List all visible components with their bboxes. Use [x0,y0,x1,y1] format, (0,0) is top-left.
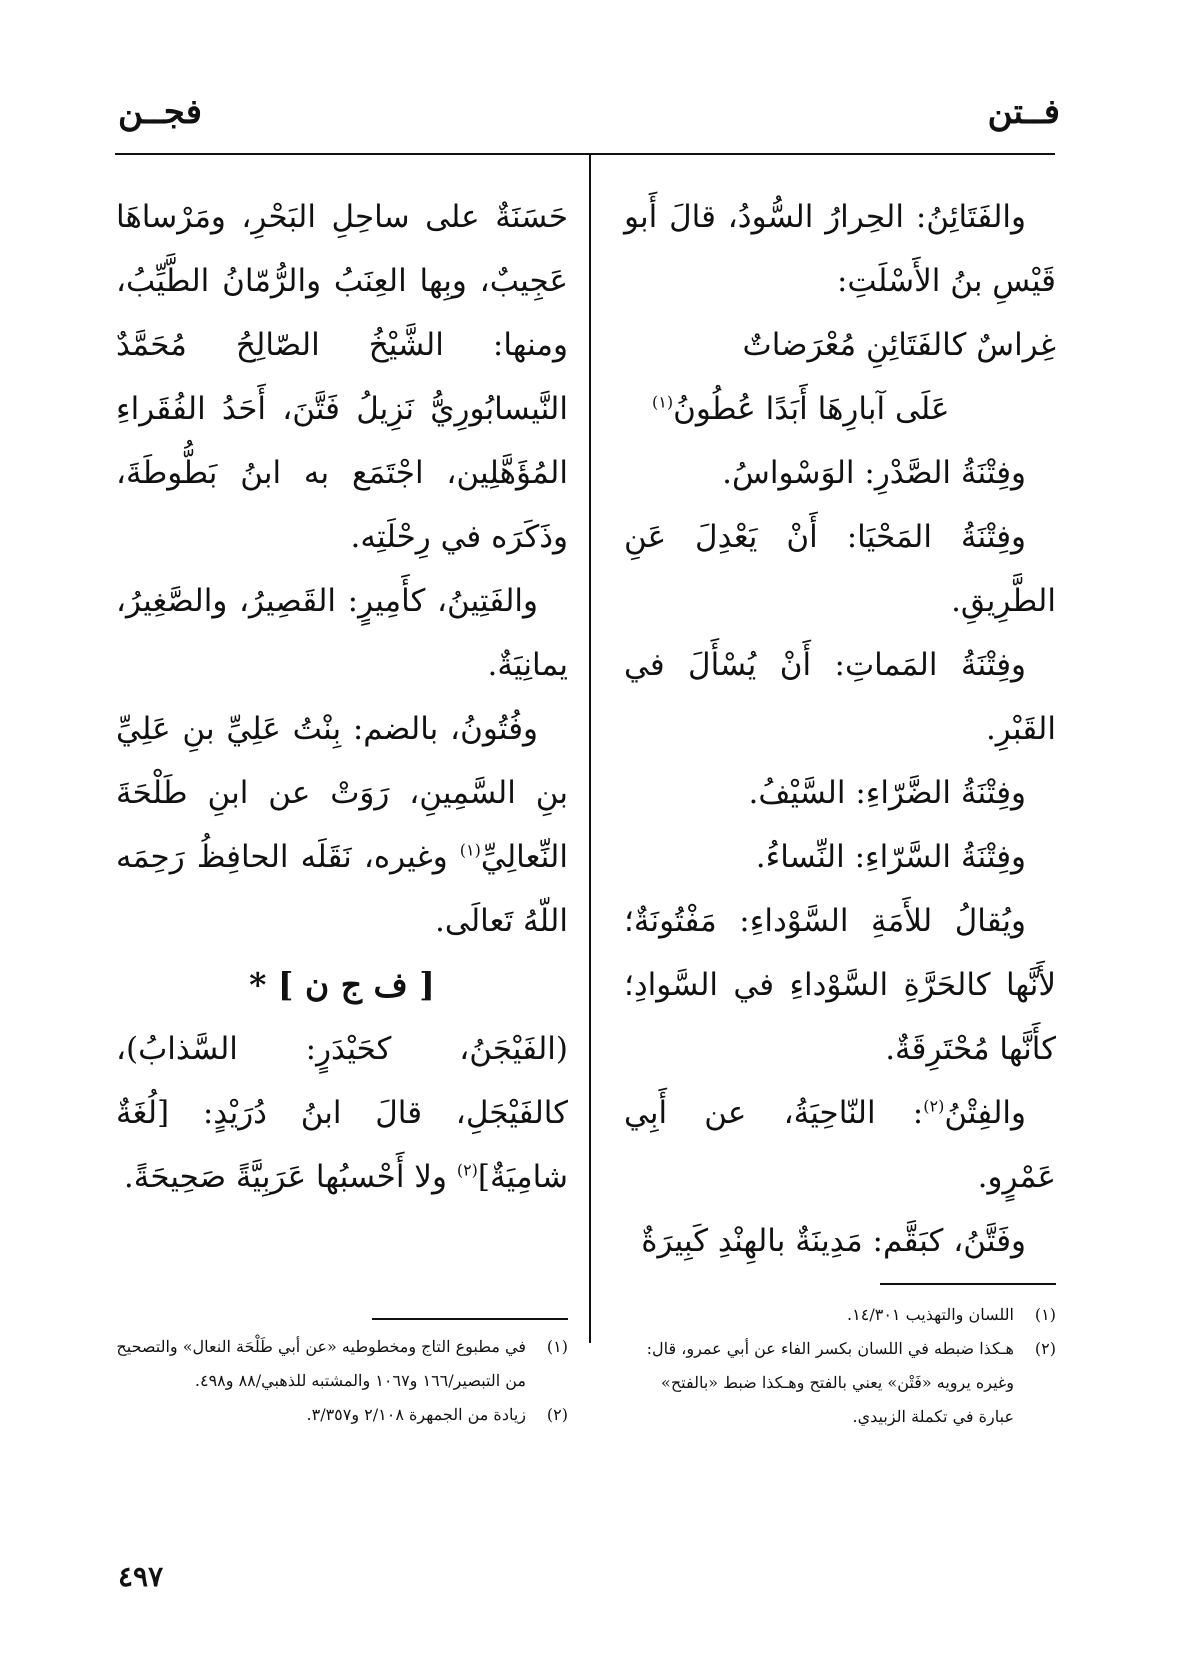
column-divider [589,153,591,1343]
header-rule [115,153,1055,155]
footnote-rule [372,1318,568,1320]
footnote [116,1398,568,1432]
paragraph: ويُقالُ للأَمَةِ السَّوْداءِ: مَفْتُونَةٌ؛ لأَنَّها كالحَرَّةِ السَّوْداءِ في السَّوادِ؛ كأَنَّها مُحْتَرِقَةٌ. [624,903,1056,1067]
paragraph: وفِتْنَةُ المَحْيَا: أَنْ يَعْدِلَ عَنِ الطَّرِيقِ. [624,519,1056,619]
page-number: ٤٩٧ [118,1560,164,1593]
footnote-number: (١) [1034,1305,1056,1324]
footnote [624,1298,1056,1332]
verse-line [624,377,1056,441]
paragraph-text: والفِتْنُ [944,1095,1026,1131]
footnotes-left [116,1330,568,1432]
footnote-number: (٢) [1034,1339,1056,1358]
footnote-number: (١) [546,1337,568,1356]
paragraph [624,1081,1056,1209]
paragraph: حَسَنَةٌ على ساحِلِ البَحْرِ، ومَرْساهَا عَجِيبٌ، وبِها العِنَبُ والرُّمّانُ الطَّيِّبُ، ومنها: الشَّيْخُ الصّالِحُ مُحَمَّدٌ النَّيسابُورِيُّ نَزِيلُ فَتَّنَ، أَحَدُ الفُقَراءِ المُؤَهَّلِين، اجْتَمَع به ابنُ بَطُّوطَةَ، وذَكَرَه في رِحْلَتِه. [116,199,568,555]
footnote-text: زيادة من الجمهرة ٢/١٠٨ و٣/٣٥٧. [306,1405,526,1424]
paragraph [116,1017,568,1209]
footnote-ref: (٢) [923,1096,945,1116]
footnote-text: هـكذا ضبطه في اللسان بكسر الفاء عن أبي عمرو، قال: وغيره يرويه «فَتْن» يعني بالفتح وهـكذا ضبط «بالفتح» عبارة في تكملة الزبيدي. [646,1339,1014,1426]
right-column [624,185,1056,1273]
paragraph-text: (الفَيْجَنُ، كحَيْدَرٍ: السَّذابُ)، كالفَيْجَلِ، قالَ ابنُ دُرَيْدٍ: [لُغَةٌ شامِيَةٌ] [116,1031,568,1195]
footnote-ref: (١) [459,840,481,860]
section-heading: [ ف ج ن ] * [249,965,435,1004]
paragraph: وفِتْنَةُ الضَّرّاءِ: السَّيْفُ. [748,775,1026,811]
paragraph-text: : النّاحِيَةُ، عن أَبِي عَمْرٍو. [624,1095,1056,1195]
footnote [116,1330,568,1398]
footnote-text: اللسان والتهذيب ١٤/٣٠١. [847,1305,1014,1324]
footnote [624,1332,1056,1434]
verse-text: عَلَى آبارِهَا أَبَدًا عُطُونُ [673,391,950,427]
paragraph [116,697,568,953]
paragraph: وفَتَّنُ، كبَقَّم: مَدِينَةٌ بالهِنْدِ كَبِيرَةٌ [641,1223,1026,1259]
paragraph-text: ولا أَحْسبُها عَرَبِيَّةً صَحِيحَةً. [123,1159,457,1195]
paragraph: وفِتْنَةُ الصَّدْرِ: الوَسْواسُ. [722,455,1026,491]
paragraph: والفَتَائِنُ: الحِرارُ السُّودُ، قالَ أَبو قَيْسِ بنُ الأَسْلَتِ: [624,199,1056,299]
footnote-rule [880,1283,1056,1285]
paragraph-text: وفُتُونُ، بالضم: بِنْتُ عَلِيِّ بنِ عَلِيِّ بنِ السَّمِينِ، رَوَتْ عن ابنِ طَلْحَةَ النِّعالِيِّ [116,711,568,875]
footnote-ref: (٢) [456,1160,478,1180]
header-right-title: فــتن [987,92,1060,132]
footnote-ref: (١) [652,392,674,412]
footnote-text: في مطبوع التاج ومخطوطيه «عن أبي طَلْحَة النعال» والتصحيح من التبصير/١٦٦ و١٠٦٧ والمشتبه للذهبي/٨٨ و٤٩٨. [116,1337,526,1390]
paragraph-text: وغيره، نَقَلَه الحافِظُ رَحِمَه اللّهُ تَعالَى. [116,839,568,939]
paragraph: والفَتِينُ، كأَمِيرٍ: القَصِيرُ، والصَّغِيرُ، يمانِيَةٌ. [116,583,568,683]
paragraph: وفِتْنَةُ المَماتِ: أَنْ يُسْأَلَ في القَبْرِ. [624,647,1056,747]
left-column [116,185,568,1209]
footnote-number: (٢) [546,1405,568,1424]
footnotes-right [624,1298,1056,1434]
header-left-title: فجــن [118,92,203,132]
paragraph: وفِتْنَةُ السَّرّاءِ: النِّساءُ. [755,839,1026,875]
verse-line: غِراسٌ كالفَتَائِنِ مُعْرَضاتٌ [742,327,1056,363]
